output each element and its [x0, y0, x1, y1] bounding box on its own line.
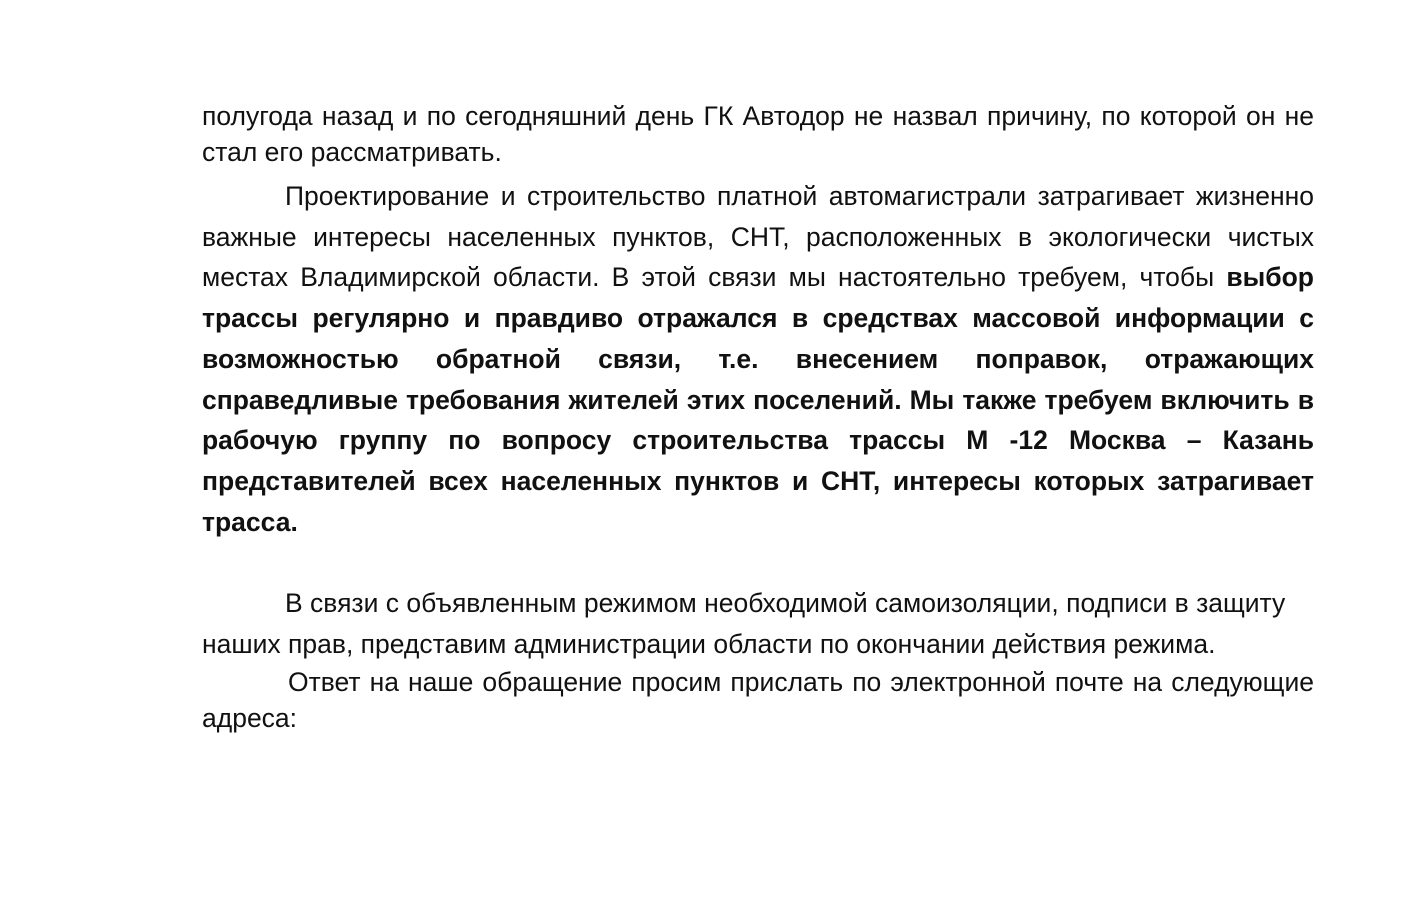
- paragraph-demands-bold-text: выбор трассы регулярно и правдиво отражался в средствах массовой информации с возможностью обратной связи, т.е. внесением поправок, отражающих справедливые требования жителей этих поселений. Мы также требуем включить в рабочую группу по вопросу строительства трассы М -12 Москва – Казань представителей всех населенных пунктов и СНТ, интересы которых затрагивает трасса.: [202, 262, 1314, 537]
- paragraph-demands-regular-text: Проектирование и строительство платной автомагистрали затрагивает жизненно важные интересы населенных пунктов, СНТ, расположенных в экологически чистых местах Владимирской области. В этой связи мы настоятельно требуем, чтобы: [202, 181, 1314, 293]
- document-page: [202, 98, 1314, 736]
- paragraph-demands: [202, 176, 1314, 542]
- paragraph-self-isolation: В связи с объявленным режимом необходимой самоизоляции, подписи в защиту наших прав, представим администрации области по окончании действия режима.: [202, 588, 1286, 659]
- paragraph-reply-request: Ответ на наше обращение просим прислать по электронной почте на следующие адреса:: [202, 667, 1314, 734]
- paragraph-continuation: полугода назад и по сегодняшний день ГК Автодор не назвал причину, по которой он не стал его рассматривать.: [202, 101, 1314, 167]
